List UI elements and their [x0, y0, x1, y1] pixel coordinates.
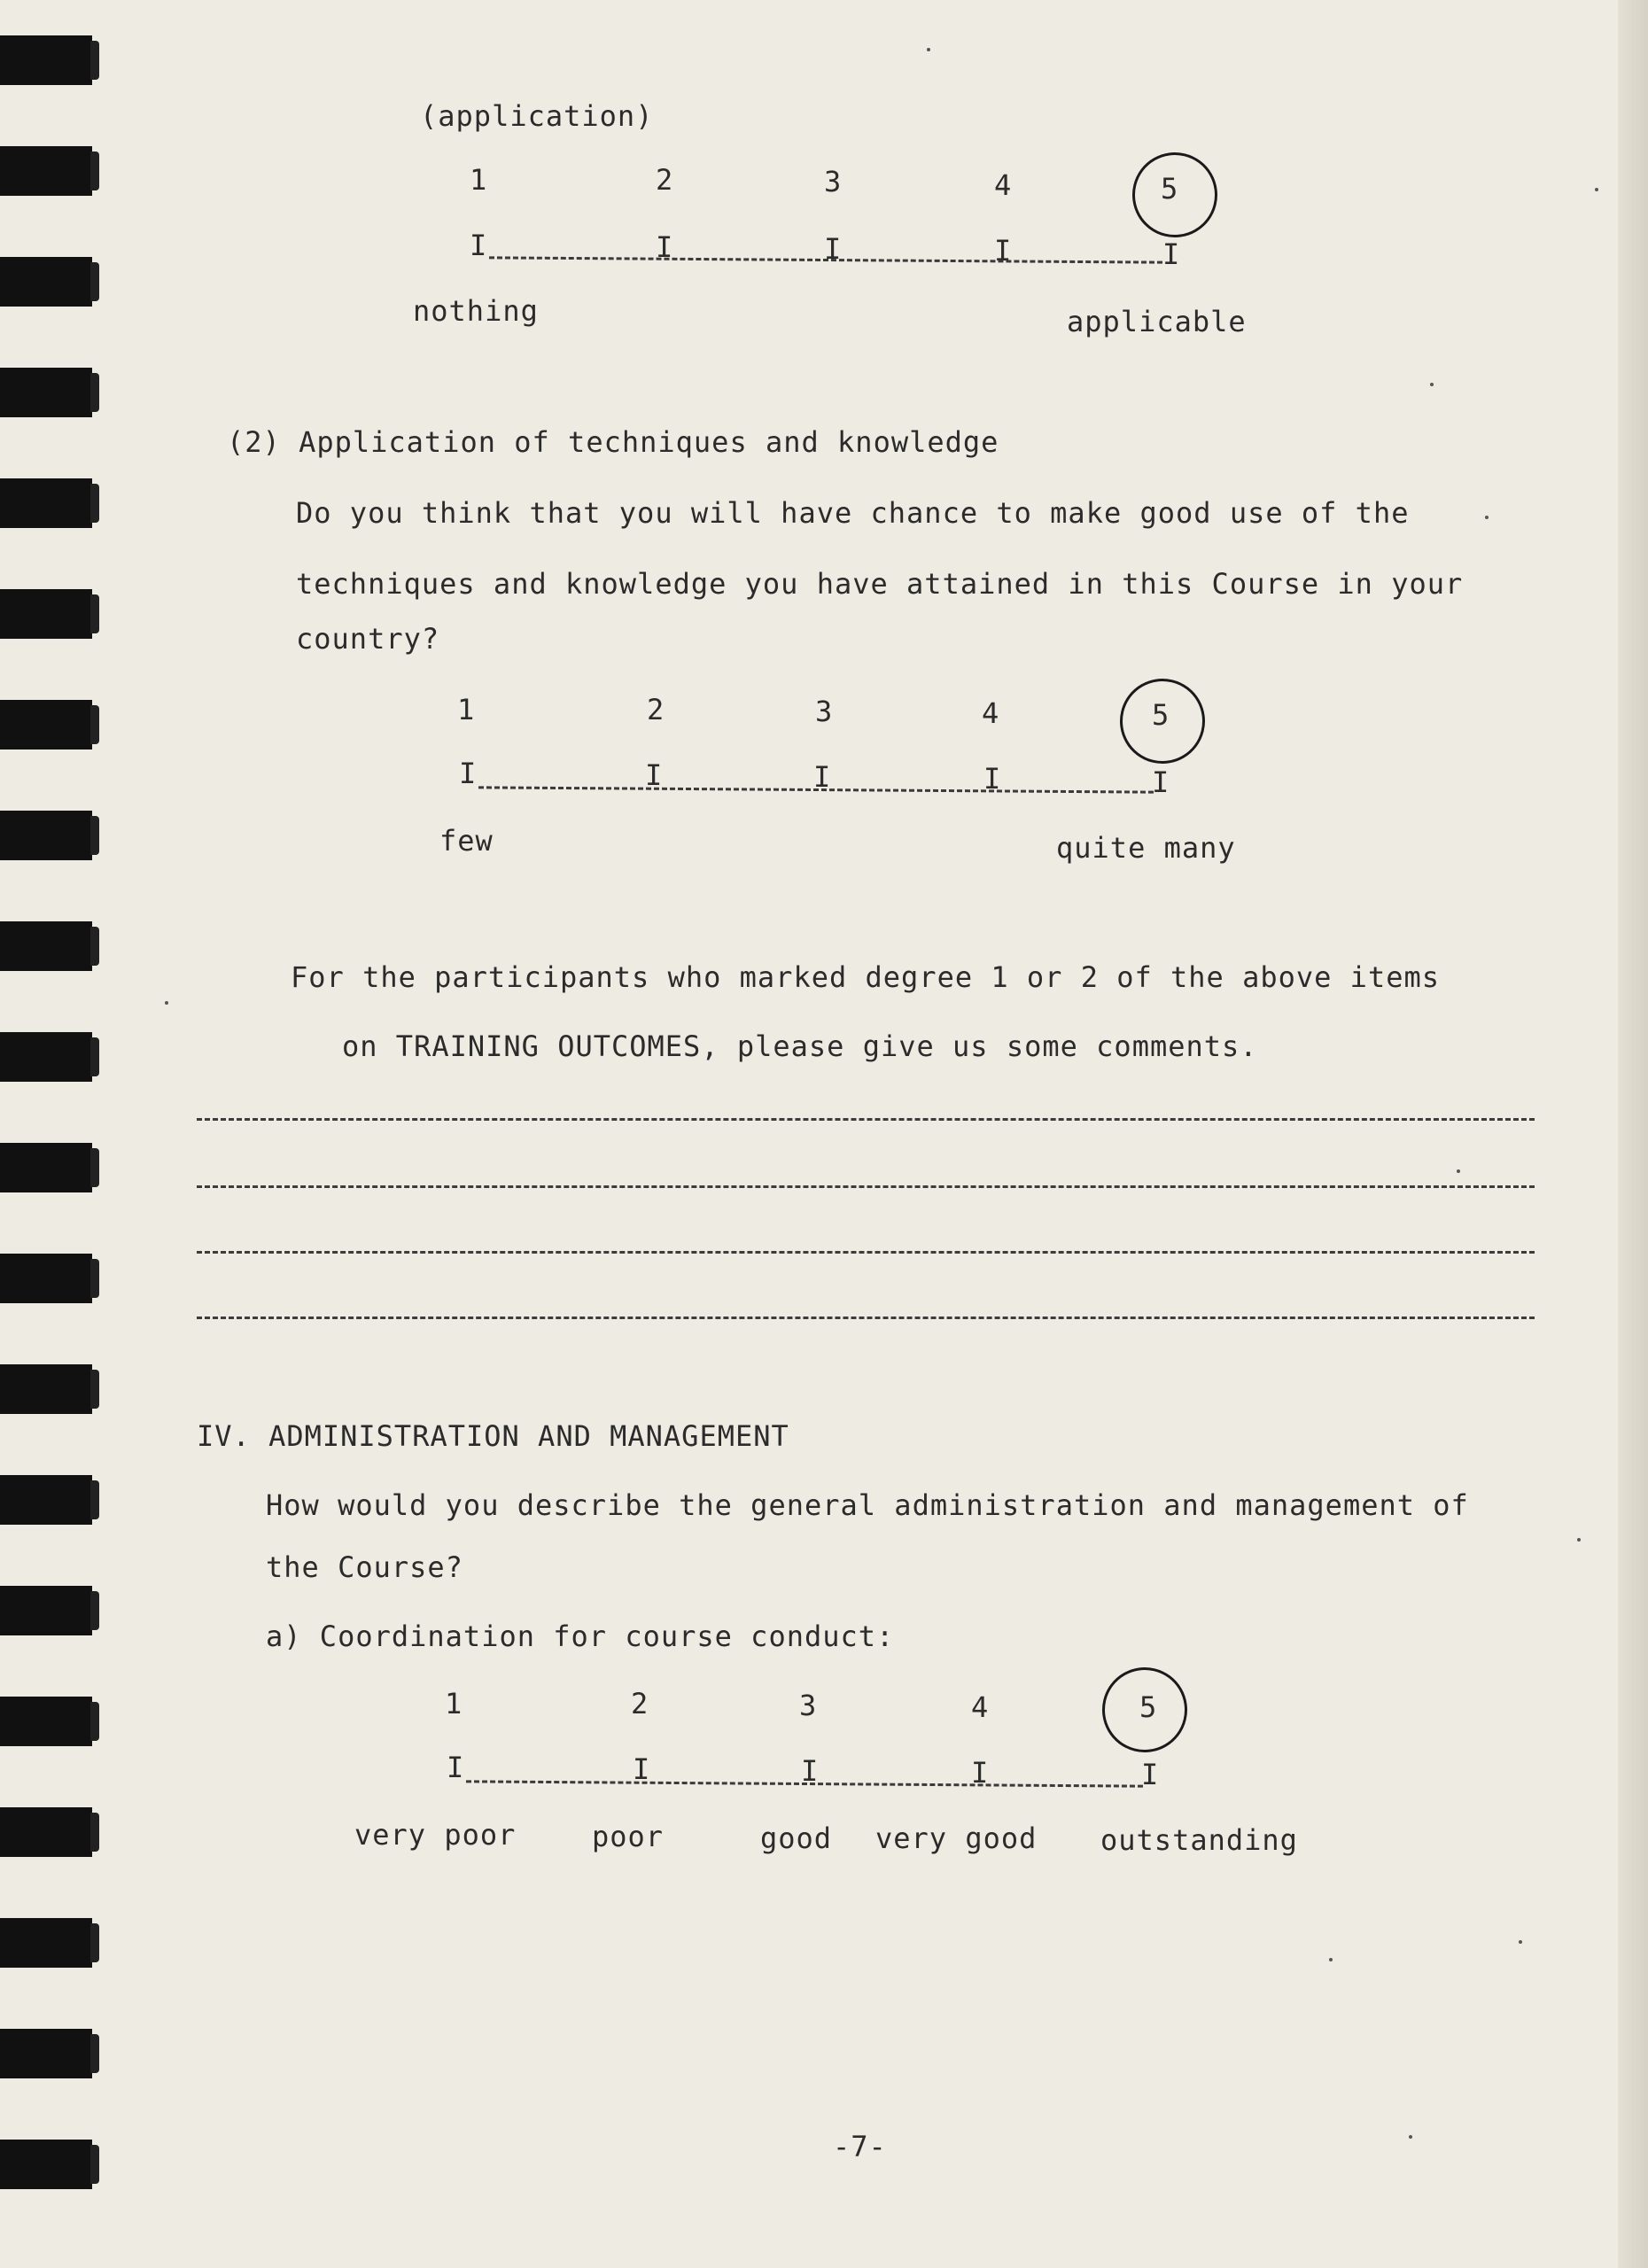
page-number: -7- — [833, 2130, 887, 2163]
scale-number: 3 — [799, 1689, 817, 1722]
scale-anchor: good — [760, 1821, 833, 1855]
scale-number: 4 — [994, 168, 1012, 202]
scale-tick: I — [813, 760, 831, 794]
scale-tick: I — [983, 762, 1001, 796]
comments-prompt-line: on TRAINING OUTCOMES, please give us some comments. — [342, 1029, 1258, 1063]
scale-number: 1 — [457, 693, 475, 726]
comment-line[interactable] — [197, 1251, 1535, 1254]
scale-number: 2 — [647, 693, 665, 726]
question-heading: (2) Application of techniques and knowledge — [227, 425, 999, 459]
selection-circle — [1115, 673, 1210, 769]
comment-line[interactable] — [197, 1118, 1535, 1121]
spiral-binding — [0, 0, 106, 2268]
scale-number: 4 — [971, 1690, 989, 1724]
question-text-line: How would you describe the general administration and management of — [266, 1488, 1469, 1522]
question-text-line: Do you think that you will have chance to make good use of the — [296, 496, 1410, 530]
scale-anchor-right: applicable — [1067, 305, 1247, 338]
scale-tick: I — [633, 1752, 650, 1786]
scale-anchor: poor — [592, 1820, 665, 1853]
scale-tick: I — [1141, 1758, 1159, 1791]
scale-number: 2 — [656, 163, 673, 197]
scale-anchor-right: quite many — [1056, 831, 1236, 865]
selection-circle — [1097, 1662, 1193, 1758]
scale-tick: I — [656, 230, 673, 264]
scale-tick: I — [645, 758, 663, 792]
question-text-line: the Course? — [266, 1550, 463, 1584]
comments-prompt-line: For the participants who marked degree 1 or 2 of the above items — [291, 960, 1440, 994]
scale-tick: I — [824, 232, 842, 266]
scale-number-selected: 5 — [1152, 698, 1170, 732]
question-text-line: techniques and knowledge you have attained in this Course in your — [296, 567, 1464, 601]
scale-number: 3 — [815, 695, 833, 728]
scale-tick: I — [459, 757, 477, 790]
section-heading: IV. ADMINISTRATION AND MANAGEMENT — [197, 1419, 789, 1453]
sub-question-a: a) Coordination for course conduct: — [266, 1619, 895, 1653]
scale-anchor-left: few — [439, 824, 494, 858]
scale-number: 1 — [445, 1687, 463, 1720]
scale-tick: I — [1162, 237, 1180, 271]
question-text-line: country? — [296, 622, 440, 656]
scale-number: 2 — [631, 1687, 649, 1720]
scale-anchor: very good — [875, 1821, 1038, 1855]
selection-circle — [1127, 147, 1223, 243]
scale-anchor-left: nothing — [413, 294, 539, 328]
scale-anchor: outstanding — [1100, 1823, 1298, 1857]
comment-line[interactable] — [197, 1185, 1535, 1188]
page-edge — [1618, 0, 1648, 2268]
scale-number: 4 — [982, 696, 999, 730]
scale-number-selected: 5 — [1161, 172, 1178, 206]
scale-number: 1 — [470, 163, 487, 197]
comment-line[interactable] — [197, 1317, 1535, 1319]
scale-tick: I — [470, 229, 487, 262]
scale-tick: I — [801, 1754, 819, 1788]
scale-tick: I — [1152, 765, 1170, 799]
scale-number-selected: 5 — [1139, 1690, 1157, 1724]
scale-tick: I — [994, 234, 1012, 268]
scale-anchor: very poor — [354, 1818, 517, 1852]
scale-number: 3 — [824, 165, 842, 198]
scale-tick: I — [447, 1751, 464, 1784]
scale-tick: I — [971, 1756, 989, 1790]
application-label: (application) — [420, 99, 654, 133]
